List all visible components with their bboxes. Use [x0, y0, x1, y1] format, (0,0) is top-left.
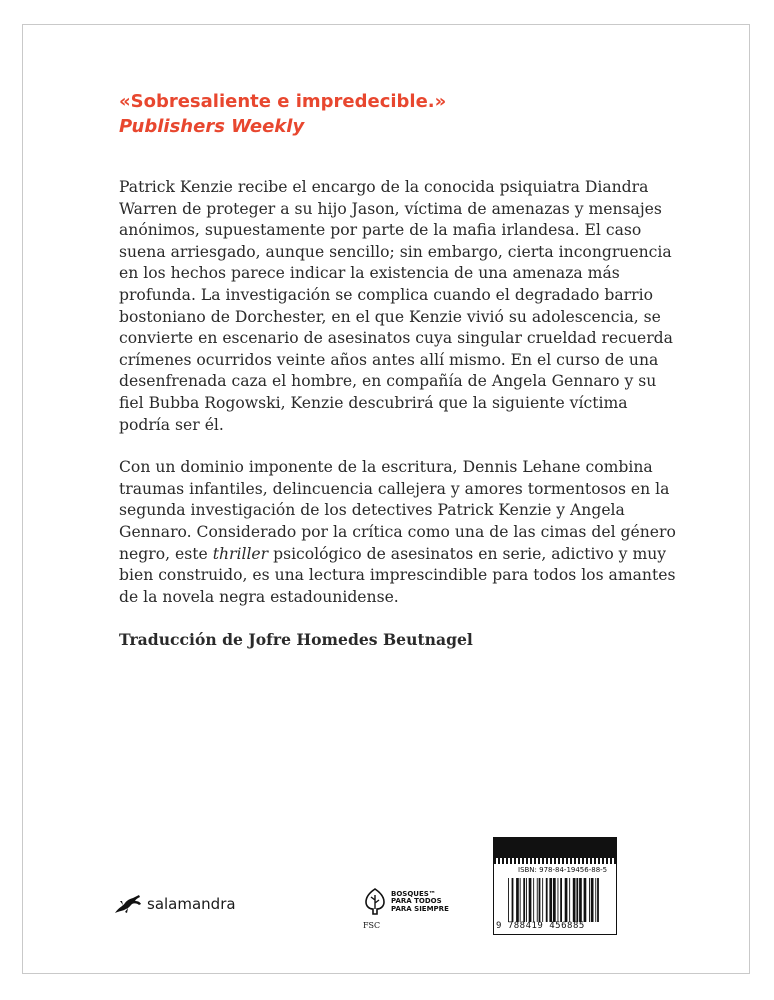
fsc-label: FSC	[363, 921, 381, 930]
barcode-bar	[512, 878, 514, 922]
barcode-bar	[539, 878, 541, 922]
barcode-bar	[549, 878, 552, 922]
translator-credit: Traducción de Jofre Homedes Beutnagel	[119, 630, 473, 650]
synopsis	[119, 177, 679, 672]
paragraph-2-italic: thriller	[212, 544, 269, 563]
tree-icon	[363, 887, 387, 917]
barcode-bar	[546, 878, 548, 922]
back-cover	[22, 24, 750, 974]
publisher-logo	[113, 893, 236, 915]
quote-text: «Sobresaliente e impredecible.»	[119, 91, 447, 112]
price-box	[494, 838, 616, 858]
fsc-line-1: BOSQUES™	[391, 889, 436, 898]
barcode-bar	[526, 878, 527, 922]
review-quote	[119, 89, 679, 139]
fsc-line-2: PARA TODOS	[391, 897, 442, 906]
synopsis-paragraph-1: Patrick Kenzie recibe el encargo de la conocida psiquiatra Diandra Warren de proteger a su hijo Jason, víctima de amenazas y mensajes anónimos, supuestamente por parte de la mafia irlandesa. El caso suena arriesgado, aunque sencillo; sin embargo, cierta incongruencia en los hechos parece indicar la existencia de una amenaza más profunda. La investigación se complica cuando el degradado barrio bostoniano de Dorchester, en el que Kenzie vivió su adolescencia, se convierte en escenario de asesinatos cuya singular crueldad recuerda crímenes ocurridos veinte años antes allí mismo. En el curso de una desenfrenada caza el hombre, en compañía de Angela Gennaro y su fiel Bubba Rogowski, Kenzie descubrirá que la siguiente víctima podría ser él.	[119, 178, 673, 434]
barcode-bar	[569, 878, 570, 922]
quote-source: Publishers Weekly	[119, 116, 305, 137]
barcode-bar	[542, 878, 543, 922]
barcode-bar	[595, 878, 596, 922]
fsc-text	[391, 891, 449, 914]
barcode-bar	[576, 878, 578, 922]
paragraph-2-end: psicológico de asesinatos en serie, adictivo y muy bien construido, es una lectura imprescindible para todos los amantes de la novela negra estadounidense.	[119, 544, 676, 606]
barcode-bar	[579, 878, 582, 922]
barcode-bar	[516, 878, 519, 922]
barcode-bar	[591, 878, 594, 922]
salamander-icon	[113, 893, 143, 915]
barcode-bar	[553, 878, 556, 922]
barcode-digits: 9 788419 456885	[496, 921, 585, 931]
barcode-bar	[589, 878, 590, 922]
barcode-bar	[565, 878, 568, 922]
barcode-bars	[508, 878, 612, 922]
barcode-bar	[573, 878, 576, 922]
fsc-line-3: PARA SIEMPRE	[391, 904, 449, 913]
barcode-bar	[560, 878, 562, 922]
barcode-bar	[537, 878, 538, 922]
barcode-bar	[597, 878, 599, 922]
barcode-bar	[584, 878, 587, 922]
barcode-stripes	[494, 858, 616, 864]
publisher-name: salamandra	[147, 895, 236, 913]
barcode-bar	[508, 878, 509, 922]
barcode-bar	[558, 878, 559, 922]
isbn-number: ISBN: 978-84-19456-88-5	[518, 866, 608, 874]
barcode-bar	[523, 878, 525, 922]
barcode-bar	[520, 878, 521, 922]
barcode-bar	[529, 878, 532, 922]
synopsis-paragraph-2	[119, 457, 679, 608]
isbn-barcode	[493, 837, 617, 935]
paragraph-2-start: Con un dominio imponente de la escritura, Dennis Lehane combina traumas infantiles, delincuencia callejera y amores tormentosos en la segunda investigación de los detectives Patrick Kenzie y Angela Gennaro. Considerado por la crítica como una de las cimas del género negro, este	[119, 458, 676, 563]
fsc-logo	[363, 887, 449, 930]
barcode-bar	[533, 878, 534, 922]
